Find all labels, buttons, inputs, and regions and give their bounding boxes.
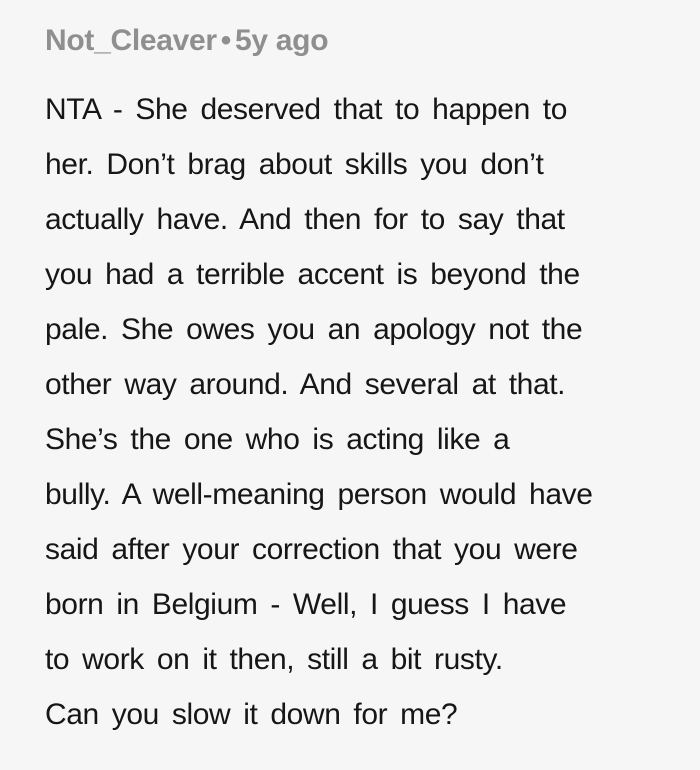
comment-text-line: you had a terrible accent is beyond the bbox=[45, 258, 580, 291]
comment-text-line: She’s the one who is acting like a bbox=[45, 423, 510, 456]
comment-text-line: pale. She owes you an apology not the bbox=[45, 313, 583, 346]
comment-text-line: actually have. And then for to say that bbox=[45, 203, 565, 236]
comment-text-line: born in Belgium - Well, I guess I have bbox=[45, 588, 567, 621]
comment-text-line: other way around. And several at that. bbox=[45, 368, 566, 401]
comment-author[interactable]: Not_Cleaver bbox=[45, 24, 217, 57]
comment-body bbox=[45, 82, 670, 742]
comment-header bbox=[45, 22, 670, 60]
comment-text-line: Can you slow it down for me? bbox=[45, 698, 458, 731]
comment-text-line: to work on it then, still a bit rusty. bbox=[45, 643, 503, 676]
comment-meta-separator: • bbox=[220, 24, 231, 57]
comment-text-line: NTA - She deserved that to happen to bbox=[45, 93, 568, 126]
comment-text-line: bully. A well-meaning person would have bbox=[45, 478, 593, 511]
comment-text-line: said after your correction that you were bbox=[45, 533, 578, 566]
comment-text-line: her. Don’t brag about skills you don’t bbox=[45, 148, 544, 181]
comment-timestamp: 5y ago bbox=[234, 24, 329, 57]
